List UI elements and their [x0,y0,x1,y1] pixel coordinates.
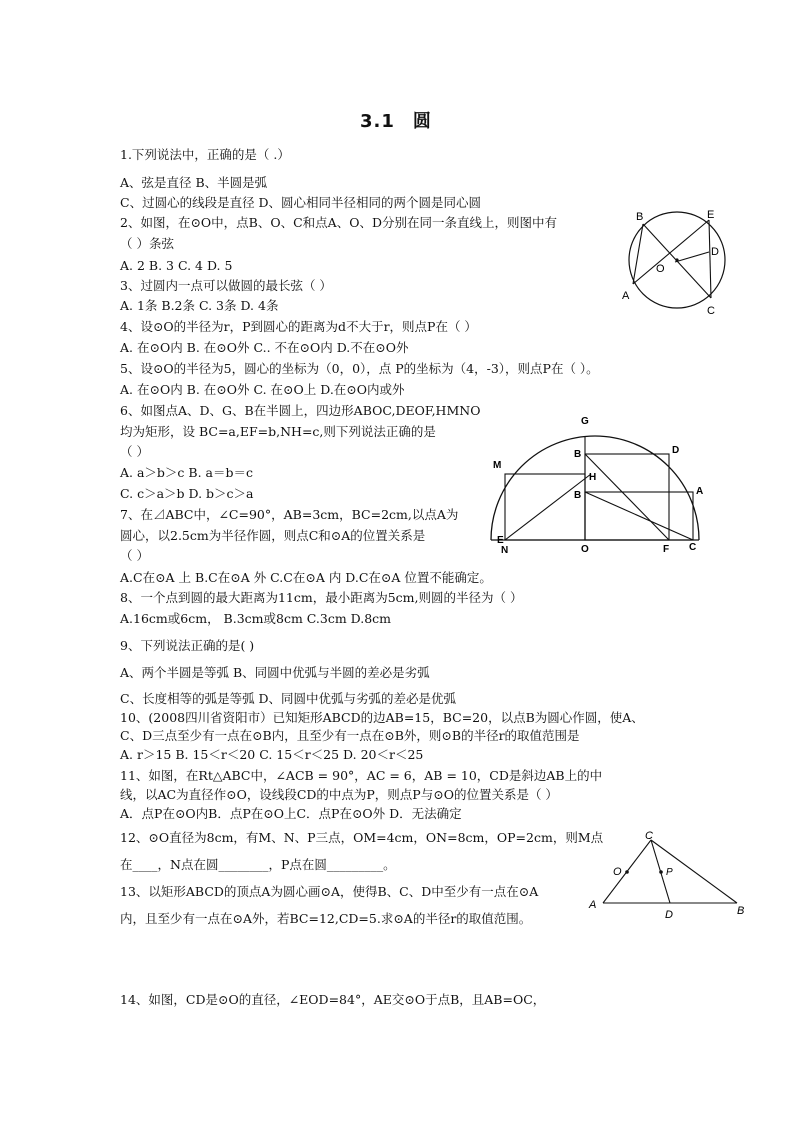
q7-paren: （ ） [120,548,149,563]
point-p [659,870,663,874]
label-b: B [737,905,745,917]
label-f: F [663,544,670,555]
q4-stem: 4、设⊙O的半径为r，P到圆心的距离为d不大于r，则点P在（ ） [120,319,477,334]
q12-blanks: 在____，N点在圆________，P点在圆_________。 [120,857,396,872]
q6-options-cd: C. c＞a＞b D. b＞c＞a [120,486,254,501]
q1-options-cd: C、过圆心的线段是直径 D、圆心相同半径相同的两个圆是同心圆 [120,195,482,210]
label-b-lower: B [574,490,582,501]
q6-paren: （ ） [120,444,149,459]
q5-stem: 5、设⊙O的半径为5，圆心的坐标为（0，0），点 P的坐标为（4，-3），则点P在（ ）。 [120,361,599,376]
q7-stem: 7、在⊿ABC中，∠C=90°，AB=3cm，BC=2cm,以点A为 [120,507,459,522]
segment-od [675,252,709,262]
q9-options-ab: A、两个半圆是等弧 B、同圆中优弧与半圆的差必是劣弧 [120,665,430,680]
q11-stem-cont: 线，以AC为直径作⊙O，设线段CD的中点为P，则点P与⊙O的位置关系是（ ） [120,787,558,802]
label-p: P [666,867,673,878]
figure-right-triangle [585,828,755,928]
q9-stem: 9、下列说法正确的是( ) [120,638,255,653]
q6-options-ab: A. a＞b＞c B. a＝b＝c [120,465,253,480]
label-b: B [636,211,644,223]
q3-options: A. 1条 B.2条 C. 3条 D. 4条 [120,298,279,313]
label-e: E [707,209,715,221]
diagonal-nh [505,474,591,540]
q14-stem: 14、如图，CD是⊙O的直径，∠EOD=84°，AE交⊙O于点B，且AB=OC， [120,992,546,1007]
figure-semicircle-rectangles [485,410,725,560]
label-a: A [696,486,704,497]
q6-stem-cont: 均为矩形，设 BC=a,EF=b,NH=c,则下列说法正确的是 [120,424,436,439]
label-m: M [493,460,502,471]
q10-options: A. r＞15 B. 15＜r＜20 C. 15＜r＜25 D. 20＜r＜25 [120,747,424,762]
semicircle-arc [491,436,699,540]
label-c: C [645,830,653,842]
q8-options: A.16cm或6cm， B.3cm或8cm C.3cm D.8cm [120,611,392,626]
title-number: 3.1 [360,111,395,132]
label-o: O [613,866,622,878]
chord-ec [709,220,711,298]
center-dot [675,258,678,261]
side-cb [651,840,737,903]
point-o [625,870,629,874]
label-b-upper: B [574,449,582,460]
q7-stem-cont: 圆心，以2.5cm为半径作圆，则点C和⊙A的位置关系是 [120,528,426,543]
q2-options: A. 2 B. 3 C. 4 D. 5 [120,258,233,273]
q11-options: A．点P在⊙O内B．点P在⊙O上C．点P在⊙O外 D．无法确定 [120,806,462,821]
label-g: G [581,416,589,427]
label-d: D [672,445,680,456]
page-title [360,107,432,133]
label-a: A [622,290,630,302]
q1-stem: 1.下列说法中，正确的是（ .） [120,147,290,162]
q2-stem: 2、如图，在⊙O中，点B、O、C和点A、O、D分别在同一条直线上，则图中有 [120,215,557,230]
label-d: D [665,909,673,921]
title-text: 圆 [412,111,432,132]
diagonal-bc [585,492,693,540]
label-c: C [689,542,697,553]
q4-options: A. 在⊙O内 B. 在⊙O外 C.. 不在⊙O内 D.不在⊙O外 [120,340,409,355]
figure-circle-chords [615,208,745,318]
q11-stem: 11、如图，在Rt△ABC中，∠ACB = 90°，AC = 6，AB = 10，CD是斜边AB上的中 [120,768,603,783]
q3-stem: 3、过圆内一点可以做圆的最长弦（ ） [120,278,332,293]
label-n: N [501,545,509,556]
label-a: A [589,899,597,911]
label-c: C [707,305,715,317]
q7-options: A.C在⊙A 上 B.C在⊙A 外 C.C在⊙A 内 D.C在⊙A 位置不能确定。 [120,570,492,585]
q13-stem-cont: 内，且至少有一点在⊙A外，若BC=12,CD=5.求⊙A的半径r的取值范围。 [120,911,532,926]
q10-stem-cont: C、D三点至少有一点在⊙B内，且至少有一点在⊙B外，则⊙B的半径r的取值范围是 [120,728,580,743]
q9-options-cd: C、长度相等的弧是等弧 D、同圆中优弧与劣弧的差必是优弧 [120,691,457,706]
q13-stem: 13、以矩形ABCD的顶点A为圆心画⊙A，使得B、C、D中至少有一点在⊙A [120,884,539,899]
q1-options-ab: A、弦是直径 B、半圆是弧 [120,175,268,190]
label-d: D [711,246,719,258]
q5-options: A. 在⊙O内 B. 在⊙O外 C. 在⊙O上 D.在⊙O内或外 [120,382,405,397]
q8-stem: 8、一个点到圆的最大距离为11cm，最小距离为5cm,则圆的半径为（ ） [120,590,523,605]
q12-stem: 12、⊙O直径为8cm，有M、N、P三点，OM=4cm，ON=8cm，OP=2cm，则M点 [120,830,604,845]
q6-stem: 6、如图点A、D、G、B在半圆上，四边形ABOC,DEOF,HMNO [120,403,481,418]
label-e: E [497,535,504,546]
label-o: O [581,544,589,555]
q10-stem: 10、(2008四川省资阳市）已知矩形ABCD的边AB=15，BC=20，以点B为圆心作圆，使A、 [120,710,644,725]
chord-ad [633,220,709,284]
q2-stem-cont: （ ）条弦 [120,236,174,251]
label-h: H [589,472,597,483]
label-o: O [656,263,665,275]
